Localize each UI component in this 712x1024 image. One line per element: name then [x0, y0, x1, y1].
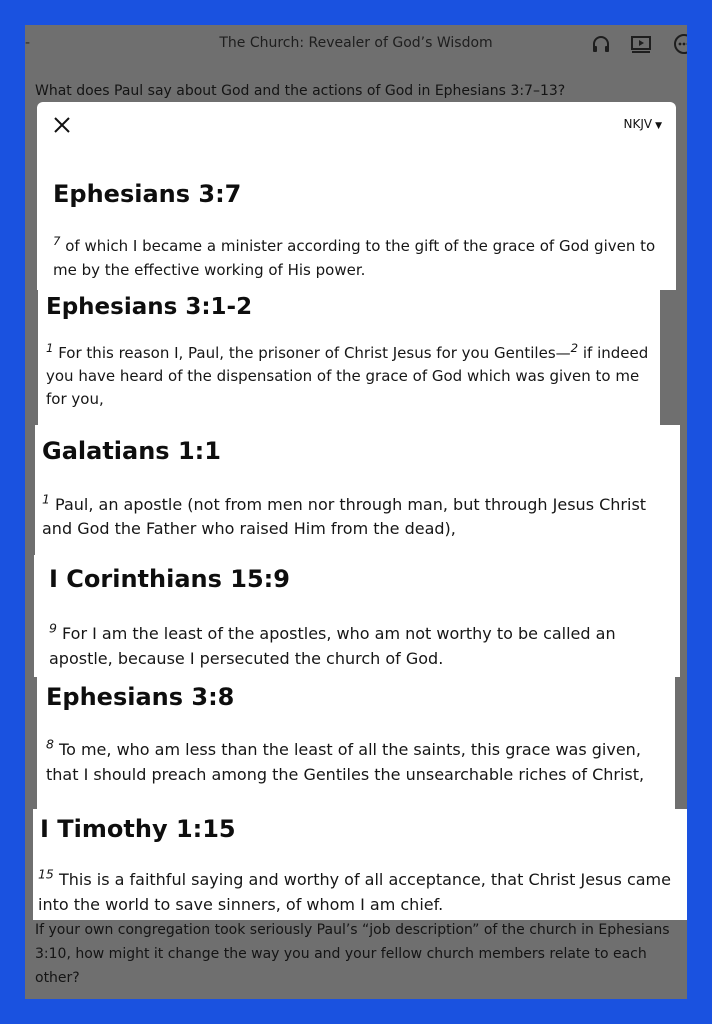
headphones-icon[interactable]: [590, 33, 612, 55]
passage-reference: Ephesians 3:8: [46, 683, 235, 711]
version-label: NKJV: [623, 117, 653, 131]
passage-card: [33, 809, 687, 920]
verse-number: 1: [42, 491, 50, 507]
close-icon[interactable]: [51, 114, 73, 136]
passage-reference: Ephesians 3:7: [53, 180, 242, 208]
verse-number: 2: [570, 341, 579, 355]
passage-card: [37, 150, 676, 290]
more-options-icon[interactable]: [673, 33, 687, 55]
passage-reference: I Corinthians 15:9: [49, 565, 290, 593]
play-video-icon[interactable]: [630, 33, 652, 55]
verse-number: 15: [38, 866, 54, 882]
verse-text: $^{15}$ This is a faithful saying and worthy of all acceptance, that Christ Jesus came into the world to save sinners, of whom I am chief.: [38, 866, 671, 914]
verse-number: 9: [49, 620, 57, 636]
passage-card: [37, 677, 675, 809]
verse-text: $^1$ For this reason I, Paul, the prisoner of Christ Jesus for you Gentiles—$^2$ if indeed you have heard of the dispensation of the grace of God which was given to me for you,: [46, 341, 649, 408]
verse-number: 1: [46, 341, 54, 355]
passage-card: [38, 290, 660, 425]
chevron-down-icon: ▼: [655, 121, 662, 131]
question-bottom: If your own congregation took seriously Paul’s “job description” of the church in Ephesians 3:10, how might it change the way you and your fellow church members relate to each other?: [35, 922, 670, 986]
version-selector[interactable]: [623, 117, 662, 131]
verse-text: $^7$ of which I became a minister according to the gift of the grace of God given to me by the effective working of His power.: [53, 234, 656, 279]
passage-reference: I Timothy 1:15: [40, 815, 236, 843]
passage-reference: Ephesians 3:1-2: [46, 294, 253, 320]
passage-card: [35, 425, 680, 555]
top-bar: [25, 25, 687, 63]
verse-popup-header: [37, 102, 676, 150]
verse-text: $^9$ For I am the least of the apostles, who am not worthy to be called an apostle, because I persecuted the church of God.: [49, 620, 616, 668]
verse-number: 7: [53, 234, 61, 248]
back-button[interactable]: -: [25, 35, 31, 51]
passage-card: [34, 555, 680, 677]
verse-text: $^8$ To me, who am less than the least of all the saints, this grace was given, that I should preach among the Gentiles the unsearchable riches of Christ,: [46, 736, 645, 784]
verse-number: 8: [46, 736, 54, 752]
passage-reference: Galatians 1:1: [42, 437, 221, 465]
verse-text: $^1$ Paul, an apostle (not from men nor through man, but through Jesus Christ and God the Father who raised Him from the dead),: [42, 491, 647, 538]
question-top: What does Paul say about God and the actions of God in Ephesians 3:7–13?: [35, 83, 566, 99]
lesson-title: The Church: Revealer of God’s Wisdom: [219, 35, 493, 51]
